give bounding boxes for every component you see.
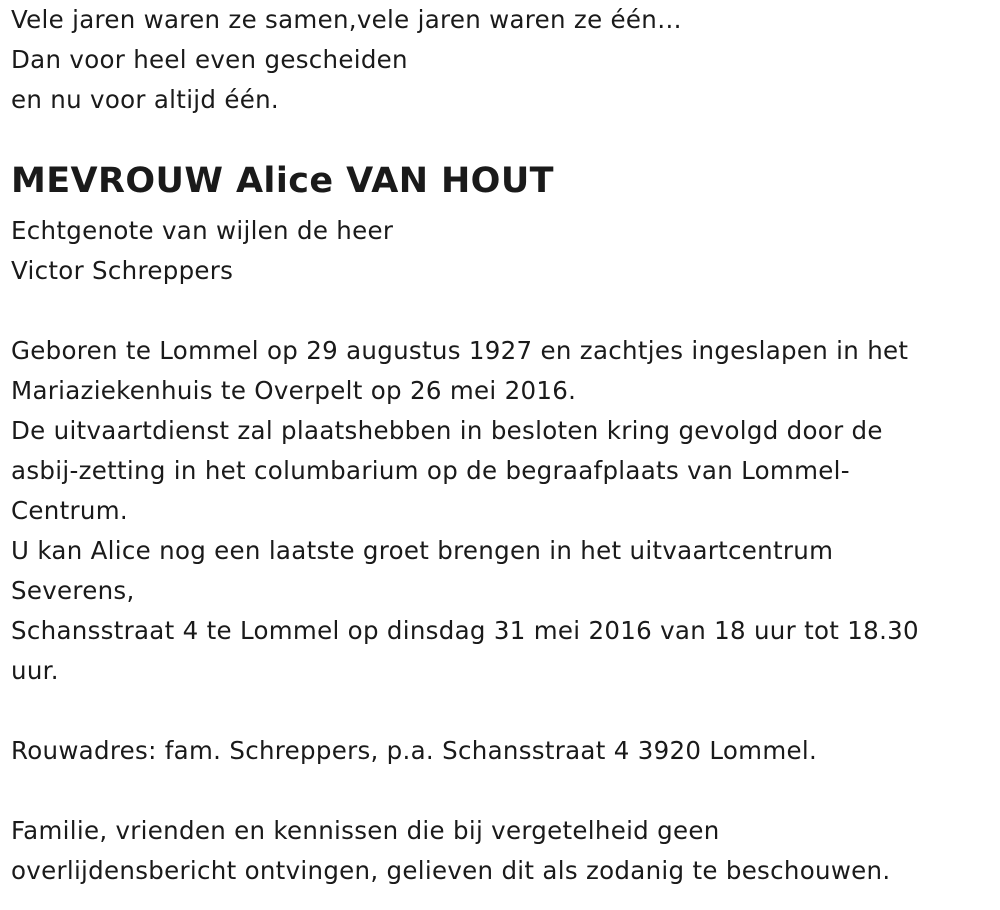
- obituary-notice: [11, 0, 991, 891]
- memorial-verse: [11, 0, 991, 120]
- spacer: [11, 691, 991, 731]
- details-line: De uitvaartdienst zal plaatshebben in besloten kring gevolgd door de: [11, 416, 883, 445]
- relation-line: Victor Schreppers: [11, 256, 234, 285]
- details-line: uur.: [11, 656, 59, 685]
- relation-line: Echtgenote van wijlen de heer: [11, 216, 394, 245]
- deceased-name: MEVROUW Alice VAN HOUT: [11, 161, 554, 201]
- spacer: [11, 291, 991, 331]
- verse-line: en nu voor altijd één.: [11, 85, 280, 114]
- spacer: [11, 771, 991, 811]
- verse-line: Vele jaren waren ze samen,vele jaren waren ze één…: [11, 5, 682, 34]
- funeral-details: [11, 331, 991, 691]
- details-line: Schansstraat 4 te Lommel op dinsdag 31 mei 2016 van 18 uur tot 18.30: [11, 616, 919, 645]
- spouse-relation: [11, 211, 991, 291]
- details-line: Centrum.: [11, 496, 128, 525]
- closing-line: Familie, vrienden en kennissen die bij vergetelheid geen: [11, 816, 720, 845]
- details-line: Severens,: [11, 576, 135, 605]
- details-line: U kan Alice nog een laatste groet brengen in het uitvaartcentrum: [11, 536, 834, 565]
- details-line: asbij-zetting in het columbarium op de begraafplaats van Lommel-: [11, 456, 850, 485]
- verse-line: Dan voor heel even gescheiden: [11, 45, 408, 74]
- details-line: Mariaziekenhuis te Overpelt op 26 mei 2016.: [11, 376, 577, 405]
- closing-line: overlijdensbericht ontvingen, gelieven dit als zodanig te beschouwen.: [11, 856, 891, 885]
- closing-note: [11, 811, 991, 891]
- details-line: Geboren te Lommel op 29 augustus 1927 en zachtjes ingeslapen in het: [11, 336, 909, 365]
- spacer: [11, 120, 991, 156]
- mourning-address: Rouwadres: fam. Schreppers, p.a. Schansstraat 4 3920 Lommel.: [11, 736, 818, 765]
